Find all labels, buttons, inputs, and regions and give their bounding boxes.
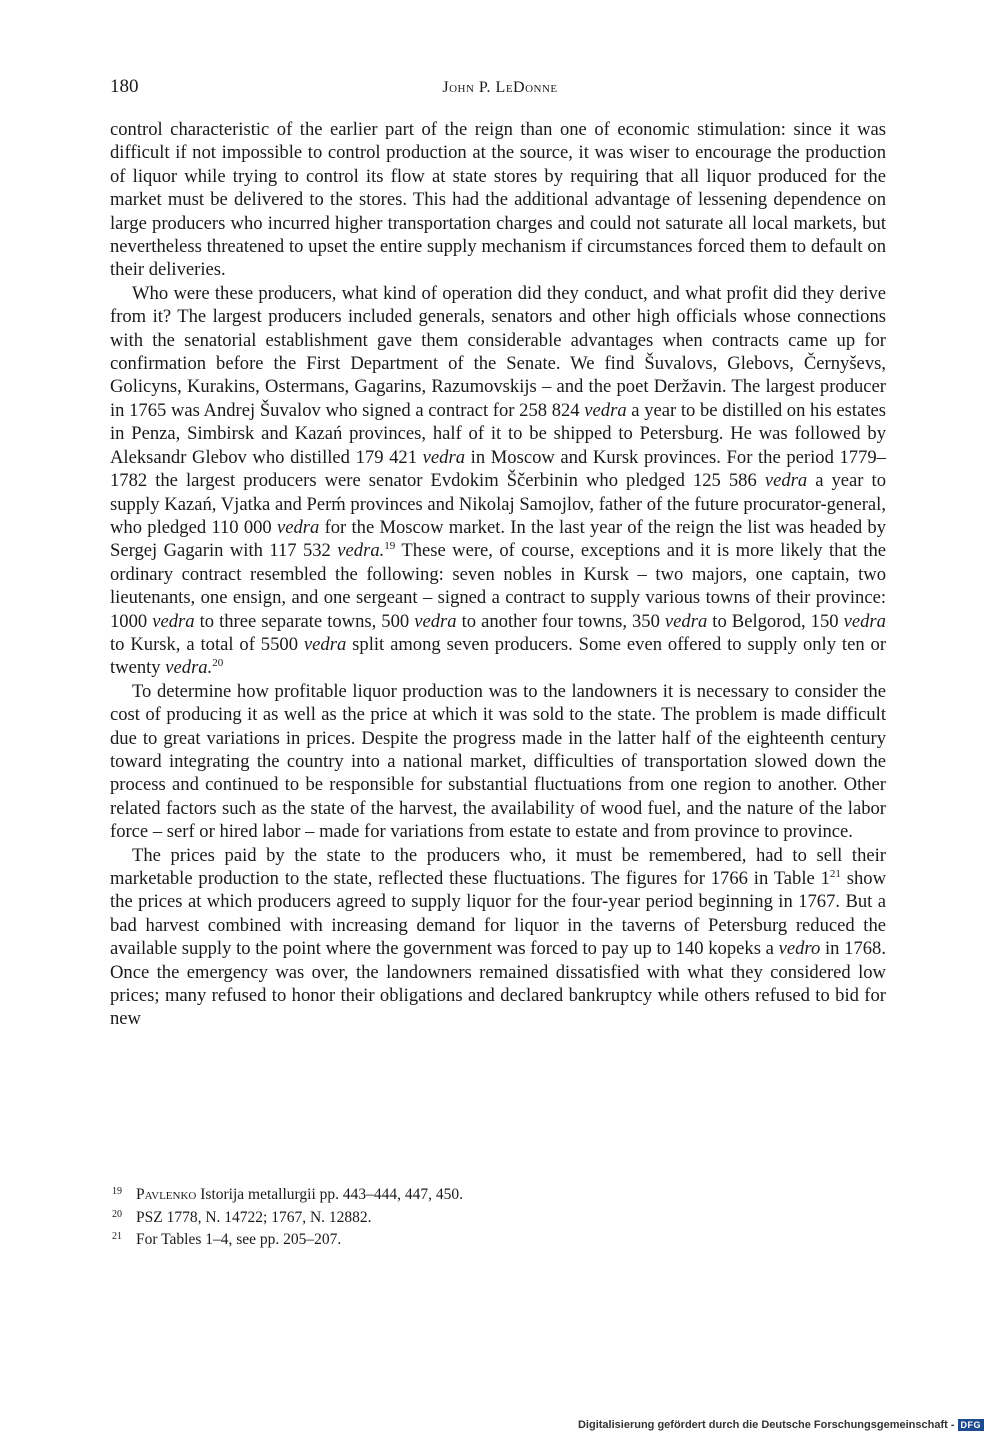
body-text xyxy=(110,118,886,1031)
page-number: 180 xyxy=(110,76,139,97)
footnote-ref-19: 19 xyxy=(384,540,396,553)
footnote-19: 19 Pavlenko Istorija metallurgii pp. 443–444, 447, 450. xyxy=(112,1186,464,1203)
paragraph-2: Who were these producers, what kind of operation did they conduct, and what profit did they derive from it? The largest producers included generals, senators and other high officials whose connections with the senatorial establishment gave them considerable advantages when contracts came up for confirmation before the First Department of the Senate. We find Šuvalovs, Glebovs, Černyševs, Golicyns, Kurakins, Ostermans, Gagarins, Razumovskijs – and the poet Deržavin. The largest producer in 1765 was Andrej Šuvalov who signed a contract for 258 824 vedra a year to be distilled on his estates in Penza, Simbirsk and Kazań provinces, half of it to be shipped to Petersburg. He was followed by Aleksandr Glebov who distilled 179 421 vedra in Moscow and Kursk provinces. For the period 1779–1782 the largest producers were senator Evdokim Ščerbinin who pledged 125 586 vedra a year to supply Kazań, Vjatka and Perḿ provinces and Nikolaj Samojlov, father of the future procurator-general, who pledged 110 000 vedra for the Moscow market. In the last year of the reign the list was headed by Sergej Gagarin with 117 532 vedra.$^{19}$ These were, of course, exceptions and it is more likely that the ordinary contract resembled the following: seven nobles in Kursk – two majors, one captain, two lieutenants, one ensign, and one sergeant – signed a contract to supply various towns of their province: 1000 vedra to three separate towns, 500 vedra to another four towns, 350 vedra to Belgorod, 150 vedra to Kursk, a total of 5500 vedra split among seven producers. Some even offered to supply only ten or twenty vedra.$^{20}$ xyxy=(110,282,887,679)
running-head: John P. LeDonne xyxy=(442,79,558,96)
paragraph-4: The prices paid by the state to the producers who, it must be remembered, had to sell their marketable production to the state, reflected these fluctuations. The figures for 1766 in Table $1^{21}$ show the prices at which producers agreed to supply liquor for the four-year period beginning in 1767. But a bad harvest combined with increasing demand for liquor in the taverns of Petersburg reduced the available supply to the point where the government was forced to pay up to 140 kopeks a vedro in 1768. Once the emergency was over, the landowners remained dissatisfied with what they considered low prices; many refused to honor their obligations and declared bankruptcy while others refused to bid for new xyxy=(110,844,887,1030)
footnote-21: 21 For Tables 1–4, see pp. 205–207. xyxy=(112,1231,342,1248)
digitization-credit xyxy=(578,1419,984,1431)
credit-text: Digitalisierung gefördert durch die Deutsche Forschungsgemeinschaft - xyxy=(577,1419,955,1431)
footnotes xyxy=(112,1184,872,1252)
paragraph-3: To determine how profitable liquor production was to the landowners it is necessary to consider the cost of producing it as well as the price at which it was sold to the state. The problem is made difficult due to great variations in prices. Despite the progress made in the latter half of the eighteenth century toward integrating the country into a national market, difficulties of transportation slowed down the process and continued to be responsible for substantial fluctuations from one region to another. Other related factors such as the state of the harvest, the availability of wood fuel, and the nature of the labor force – serf or hired labor – made for variations from estate to estate and from province to province. xyxy=(110,680,886,843)
footnote-ref-20: 20 xyxy=(212,657,224,670)
dfg-logo: DFG xyxy=(958,1419,985,1431)
paragraph-1: control characteristic of the earlier part of the reign than one of economic stimulation: since it was difficult if not impossible to control production at the source, it was wiser to encourage the production of liquor while trying to control its flow at state stores by requiring that all liquor produced for the market must be delivered to the stores. This had the additional advantage of lessening dependence on large producers who incurred higher transportation charges and could not saturate all local markets, but nevertheless threatened to upset the entire supply mechanism if circumstances forced them to default on their deliveries. xyxy=(110,119,886,281)
footnote-20: 20 PSZ 1778, N. 14722; 1767, N. 12882. xyxy=(112,1208,372,1226)
footnote-ref-21: 21 xyxy=(829,868,841,880)
